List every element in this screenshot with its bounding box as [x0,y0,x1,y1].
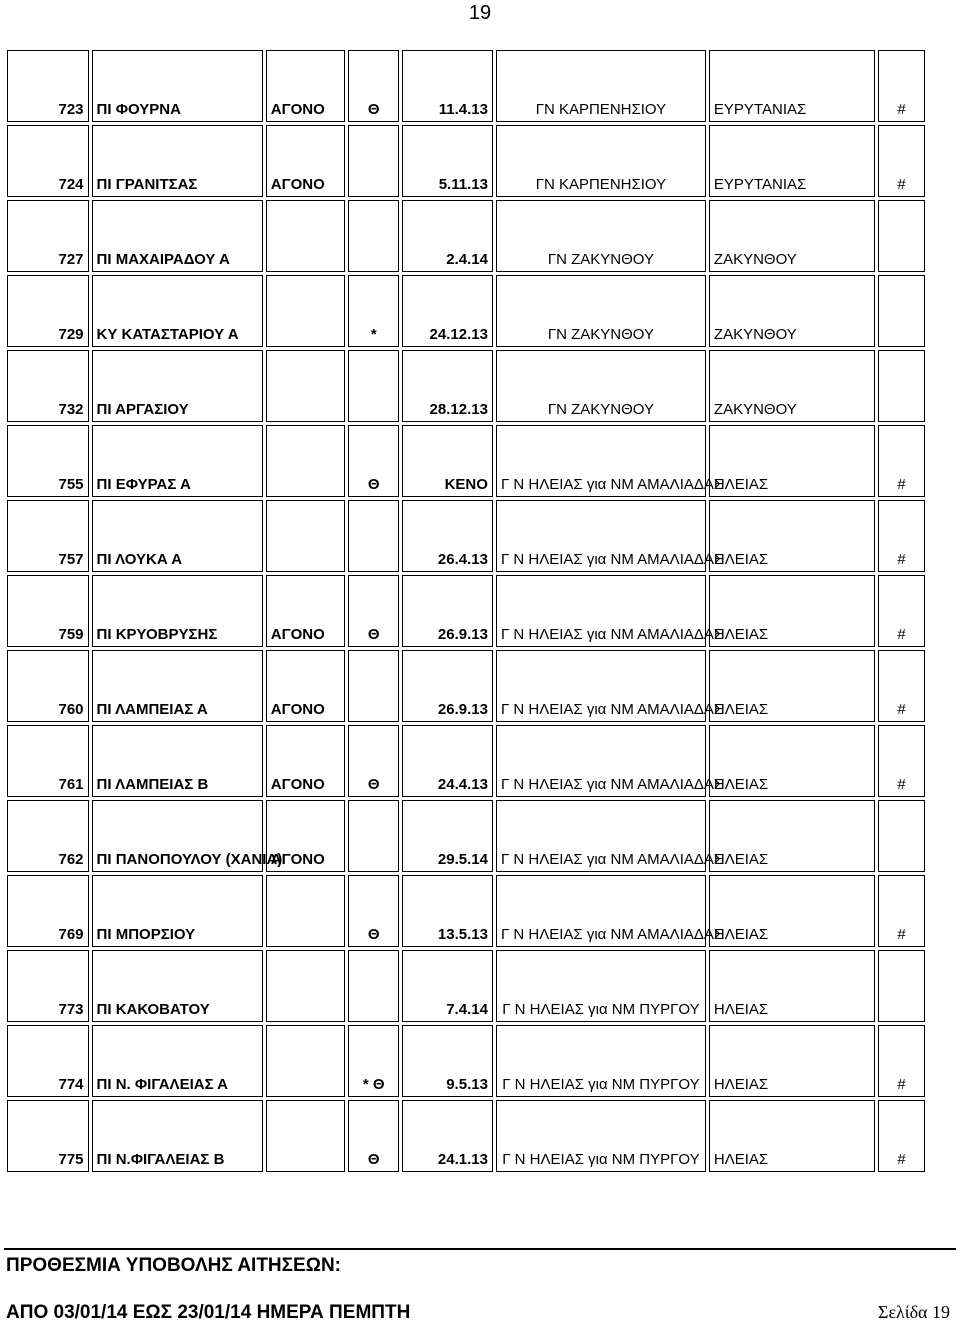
unit-name: ΠΙ Ν.ΦΙΓΑΛΕΙΑΣ Β [92,1100,263,1172]
unit-prefecture: ΖΑΚΥΝΘΟΥ [709,350,875,422]
unit-date: 26.9.13 [402,650,493,722]
unit-prefecture: ΗΛΕΙΑΣ [709,875,875,947]
unit-prefecture: ΗΛΕΙΑΣ [709,500,875,572]
unit-hash: # [878,50,925,122]
unit-date: 7.4.14 [402,950,493,1022]
unit-code: 769 [7,875,89,947]
unit-mark [348,650,399,722]
unit-date: 24.12.13 [402,275,493,347]
deadline-text: ΑΠΟ 03/01/14 ΕΩΣ 23/01/14 ΗΜΕΡΑ ΠΕΜΠΤΗ [6,1302,411,1323]
unit-code: 760 [7,650,89,722]
table-row [7,500,925,572]
table-row [7,125,925,197]
unit-code: 729 [7,275,89,347]
unit-mark: * [348,275,399,347]
unit-date: 13.5.13 [402,875,493,947]
unit-hash: # [878,500,925,572]
unit-hash [878,200,925,272]
records-body [7,50,925,1172]
unit-name: ΠΙ ΕΦΥΡΑΣ Α [92,425,263,497]
unit-hash: # [878,875,925,947]
unit-mark [348,200,399,272]
unit-authority: Γ Ν ΗΛΕΙΑΣ για ΝΜ ΠΥΡΓΟΥ [496,1100,706,1172]
unit-prefecture: ΗΛΕΙΑΣ [709,575,875,647]
unit-mark [348,950,399,1022]
unit-code: 773 [7,950,89,1022]
unit-code: 723 [7,50,89,122]
unit-status [266,500,346,572]
table-row [7,950,925,1022]
unit-date: 24.1.13 [402,1100,493,1172]
unit-name: ΠΙ ΜΠΟΡΣΙΟΥ [92,875,263,947]
unit-prefecture: ΗΛΕΙΑΣ [709,1100,875,1172]
unit-prefecture: ΗΛΕΙΑΣ [709,950,875,1022]
unit-prefecture: ΗΛΕΙΑΣ [709,800,875,872]
unit-mark: Θ [348,1100,399,1172]
unit-name: ΠΙ ΑΡΓΑΣΙΟΥ [92,350,263,422]
unit-status: ΑΓΟΝΟ [266,650,346,722]
unit-status [266,875,346,947]
records-table [4,47,928,1175]
table-row [7,200,925,272]
unit-prefecture: ΗΛΕΙΑΣ [709,425,875,497]
table-row [7,350,925,422]
unit-authority: ΓΝ ΚΑΡΠΕΝΗΣΙΟΥ [496,125,706,197]
unit-authority: ΓΝ ΚΑΡΠΕΝΗΣΙΟΥ [496,50,706,122]
unit-code: 761 [7,725,89,797]
table-row [7,1100,925,1172]
unit-status: ΑΓΟΝΟ [266,50,346,122]
unit-prefecture: ΖΑΚΥΝΘΟΥ [709,200,875,272]
unit-name: ΠΙ ΛΑΜΠΕΙΑΣ Β [92,725,263,797]
table-row [7,275,925,347]
unit-date: 26.9.13 [402,575,493,647]
unit-code: 762 [7,800,89,872]
unit-code: 724 [7,125,89,197]
table-row [7,50,925,122]
footer-divider [4,1248,956,1250]
unit-authority: Γ Ν ΗΛΕΙΑΣ για ΝΜ ΑΜΑΛΙΑΔΑΣ [496,575,706,647]
deadline-label: ΠΡΟΘΕΣΜΙΑ ΥΠΟΒΟΛΗΣ ΑΙΤΗΣΕΩΝ: [6,1255,342,1276]
unit-mark: Θ [348,50,399,122]
unit-prefecture: ΗΛΕΙΑΣ [709,650,875,722]
unit-date: 24.4.13 [402,725,493,797]
unit-code: 727 [7,200,89,272]
unit-status [266,425,346,497]
unit-name: ΠΙ ΚΡΥΟΒΡΥΣΗΣ [92,575,263,647]
unit-authority: Γ Ν ΗΛΕΙΑΣ για ΝΜ ΑΜΑΛΙΑΔΑΣ [496,500,706,572]
unit-prefecture: ΖΑΚΥΝΘΟΥ [709,275,875,347]
unit-status [266,1100,346,1172]
page-number: 19 [468,2,492,24]
unit-status: ΑΓΟΝΟ [266,125,346,197]
unit-status: ΑΓΟΝΟ [266,575,346,647]
unit-hash: # [878,425,925,497]
unit-code: 775 [7,1100,89,1172]
unit-mark: Θ [348,875,399,947]
unit-prefecture: ΗΛΕΙΑΣ [709,1025,875,1097]
unit-status [266,1025,346,1097]
unit-authority: Γ Ν ΗΛΕΙΑΣ για ΝΜ ΑΜΑΛΙΑΔΑΣ [496,800,706,872]
unit-authority: Γ Ν ΗΛΕΙΑΣ για ΝΜ ΠΥΡΓΟΥ [496,950,706,1022]
unit-authority: Γ Ν ΗΛΕΙΑΣ για ΝΜ ΑΜΑΛΙΑΔΑΣ [496,425,706,497]
unit-code: 732 [7,350,89,422]
unit-mark [348,350,399,422]
page-footer-label: Σελίδα 19 [877,1302,950,1322]
unit-authority: Γ Ν ΗΛΕΙΑΣ για ΝΜ ΑΜΑΛΙΑΔΑΣ [496,650,706,722]
unit-date: 11.4.13 [402,50,493,122]
unit-date: 2.4.14 [402,200,493,272]
unit-hash [878,350,925,422]
unit-authority: Γ Ν ΗΛΕΙΑΣ για ΝΜ ΑΜΑΛΙΑΔΑΣ [496,725,706,797]
unit-status: ΑΓΟΝΟ [266,800,346,872]
table-row [7,425,925,497]
table-row [7,800,925,872]
unit-name: ΠΙ ΓΡΑΝΙΤΣΑΣ [92,125,263,197]
unit-mark [348,500,399,572]
unit-authority: ΓΝ ΖΑΚΥΝΘΟΥ [496,350,706,422]
unit-hash [878,275,925,347]
unit-authority: ΓΝ ΖΑΚΥΝΘΟΥ [496,200,706,272]
unit-code: 759 [7,575,89,647]
unit-name: ΠΙ Ν. ΦΙΓΑΛΕΙΑΣ Α [92,1025,263,1097]
table-row [7,725,925,797]
unit-date: 29.5.14 [402,800,493,872]
unit-prefecture: ΕΥΡΥΤΑΝΙΑΣ [709,50,875,122]
unit-mark: Θ [348,425,399,497]
unit-name: ΠΙ ΦΟΥΡΝΑ [92,50,263,122]
unit-hash: # [878,650,925,722]
unit-status [266,350,346,422]
unit-name: ΠΙ ΛΑΜΠΕΙΑΣ Α [92,650,263,722]
unit-mark: Θ [348,725,399,797]
unit-hash [878,800,925,872]
unit-authority: Γ Ν ΗΛΕΙΑΣ για ΝΜ ΠΥΡΓΟΥ [496,1025,706,1097]
unit-name: ΠΙ ΛΟΥΚΑ Α [92,500,263,572]
unit-date: 9.5.13 [402,1025,493,1097]
unit-date: 5.11.13 [402,125,493,197]
unit-date: ΚΕΝΟ [402,425,493,497]
unit-prefecture: ΗΛΕΙΑΣ [709,725,875,797]
unit-mark [348,125,399,197]
table-row [7,875,925,947]
unit-authority: ΓΝ ΖΑΚΥΝΘΟΥ [496,275,706,347]
unit-date: 26.4.13 [402,500,493,572]
unit-status [266,950,346,1022]
unit-hash: # [878,1100,925,1172]
unit-name: ΠΙ ΠΑΝΟΠΟΥΛΟΥ (ΧΑΝΙΑ) [92,800,263,872]
unit-name: ΠΙ ΜΑΧΑΙΡΑΔΟΥ Α [92,200,263,272]
unit-hash: # [878,575,925,647]
unit-code: 774 [7,1025,89,1097]
unit-code: 757 [7,500,89,572]
table-row [7,1025,925,1097]
unit-date: 28.12.13 [402,350,493,422]
unit-status [266,275,346,347]
unit-hash: # [878,1025,925,1097]
unit-status [266,200,346,272]
unit-mark: * Θ [348,1025,399,1097]
unit-name: ΚΥ ΚΑΤΑΣΤΑΡΙΟΥ Α [92,275,263,347]
table-row [7,650,925,722]
unit-prefecture: ΕΥΡΥΤΑΝΙΑΣ [709,125,875,197]
unit-hash: # [878,725,925,797]
unit-code: 755 [7,425,89,497]
unit-mark [348,800,399,872]
unit-hash [878,950,925,1022]
table-row [7,575,925,647]
unit-status: ΑΓΟΝΟ [266,725,346,797]
unit-hash: # [878,125,925,197]
unit-mark: Θ [348,575,399,647]
unit-name: ΠΙ ΚΑΚΟΒΑΤΟΥ [92,950,263,1022]
unit-authority: Γ Ν ΗΛΕΙΑΣ για ΝΜ ΑΜΑΛΙΑΔΑΣ [496,875,706,947]
